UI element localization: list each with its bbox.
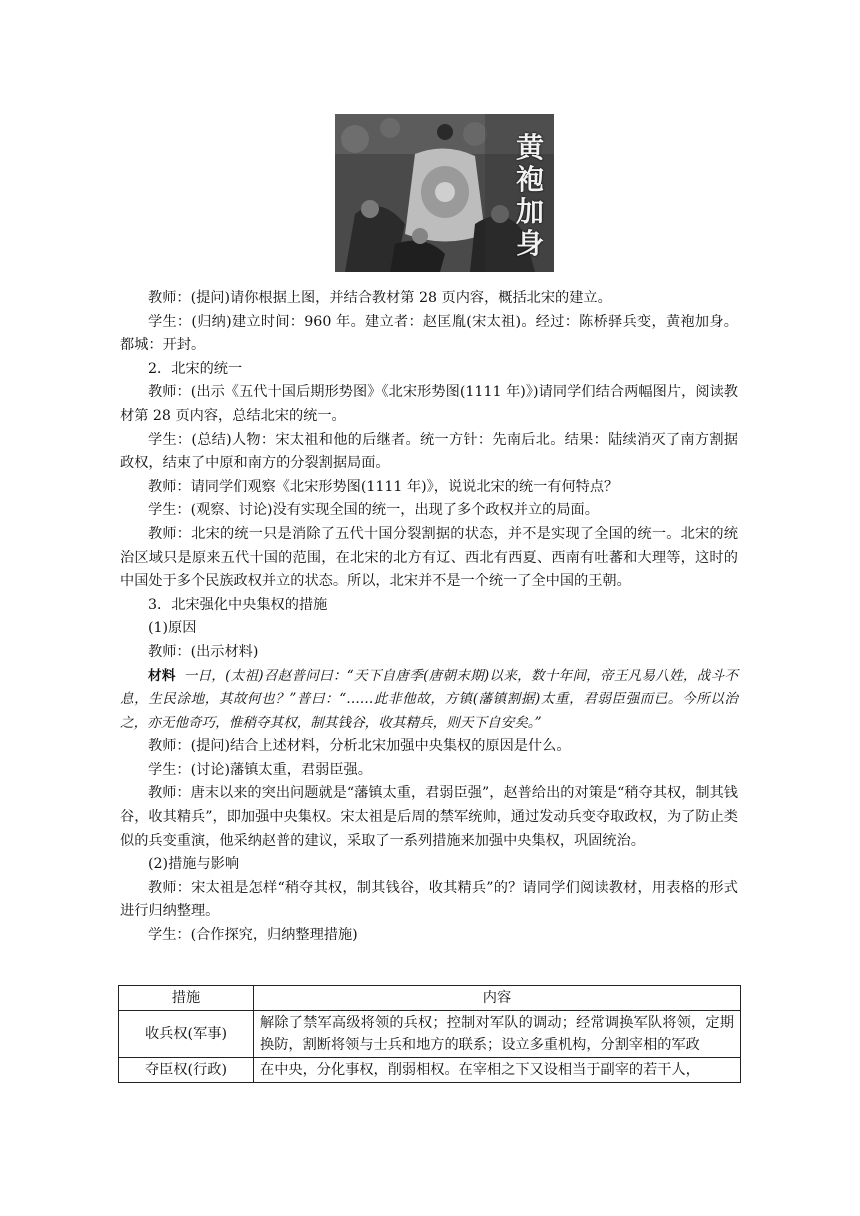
table-row [119,1011,741,1058]
table-header-row [119,986,741,1011]
paragraph: 教师：宋太祖是怎样“稍夺其权，制其钱谷，收其精兵”的？请同学们阅读教材，用表格的形式进行归纳整理。 [120,879,738,920]
table-cell-measure: 收兵权(军事) [119,1011,254,1058]
paragraph: 教师：(提问)结合上述材料，分析北宋加强中央集权的原因是什么。 [148,738,571,755]
paragraph: 学生：(观察、讨论)没有实现全国的统一，出现了多个政权并立的局面。 [148,502,599,519]
table-cell-content: 解除了禁军高级将领的兵权；控制对军队的调动；经常调换军队将领，定期换防，割断将领与士兵和地方的联系；设立多重机构，分割宰相的军政 [254,1011,741,1058]
paragraph: 教师：请同学们观察《北宋形势图(1111 年)》，说说北宋的统一有何特点？ [148,478,619,495]
table-cell-measure: 夺臣权(行政) [119,1058,254,1083]
section-heading: 2．北宋的统一 [148,360,243,377]
section-heading: 3．北宋强化中央集权的措施 [148,596,328,613]
measures-table [118,985,741,1083]
paragraph: 教师：唐末以来的突出问题就是“藩镇太重，君弱臣强”，赵普给出的对策是“稍夺其权，制其钱谷，收其精兵”，即加强中央集权。宋太祖是后周的禁军统帅，通过发动兵变夺取政权，为了防止类似的兵变重演，他采纳赵普的建议，采取了一系列措施来加强中央集权，巩固统治。 [120,785,738,849]
material-text: 一日，(太祖)召赵普问曰：“天下自唐季(唐朝末期)以来，数十年间，帝王凡易八姓，战斗不息，生民涂地，其故何也？”普曰：“……此非他故，方镇(藩镇割据)太重，君弱臣强而已。今所以治之，亦无他奇巧，惟稍夺其权，制其钱谷，收其精兵，则天下自安矣。” [120,667,738,731]
paragraph: 教师：北宋的统一只是消除了五代十国分裂割据的状态，并不是实现了全国的统一。北宋的统治区域只是原来五代十国的范围，在北宋的北方有辽、西北有西夏、西南有吐蕃和大理等，这时的中国处于多个民族政权并立的状态。所以，北宋并不是一个统一了全中国的王朝。 [120,525,738,590]
material-quote [120,665,738,736]
paragraph: 学生：(讨论)藩镇太重，君弱臣强。 [148,761,372,778]
lesson-text-part-1 [120,287,738,948]
table-header-measure: 措施 [119,986,254,1011]
material-label: 材料 [148,667,176,684]
paragraph: 学生：(总结)人物：宋太祖和他的后继者。统一方针：先南后北。结果：陆续消灭了南方割据政权，结束了中原和南方的分裂割据局面。 [120,431,738,472]
table-row [119,1058,741,1083]
table-header-content: 内容 [254,986,741,1011]
paragraph: 学生：(归纳)建立时间：960 年。建立者：赵匡胤(宋太祖)。经过：陈桥驿兵变，黄袍加身。都城：开封。 [120,313,738,354]
paragraph: 教师：(出示材料) [148,643,259,660]
subsection-heading: (2)措施与影响 [148,856,240,873]
subsection-heading: (1)原因 [148,620,197,637]
paragraph: 学生：(合作探究，归纳整理措施) [148,927,358,944]
illustration-caption: 黄袍加身 [515,131,544,260]
illustration-huangpao-jiashen [335,114,554,272]
paragraph: 教师：(提问)请你根据上图，并结合教材第 28 页内容，概括北宋的建立。 [148,290,612,306]
paragraph: 教师：(出示《五代十国后期形势图》《北宋形势图(1111 年)》)请同学们结合两幅图片，阅读教材第 28 页内容，总结北宋的统一。 [120,384,738,424]
table-cell-content: 在中央，分化事权，削弱相权。在宰相之下又设相当于副宰的若干人， [254,1058,741,1083]
